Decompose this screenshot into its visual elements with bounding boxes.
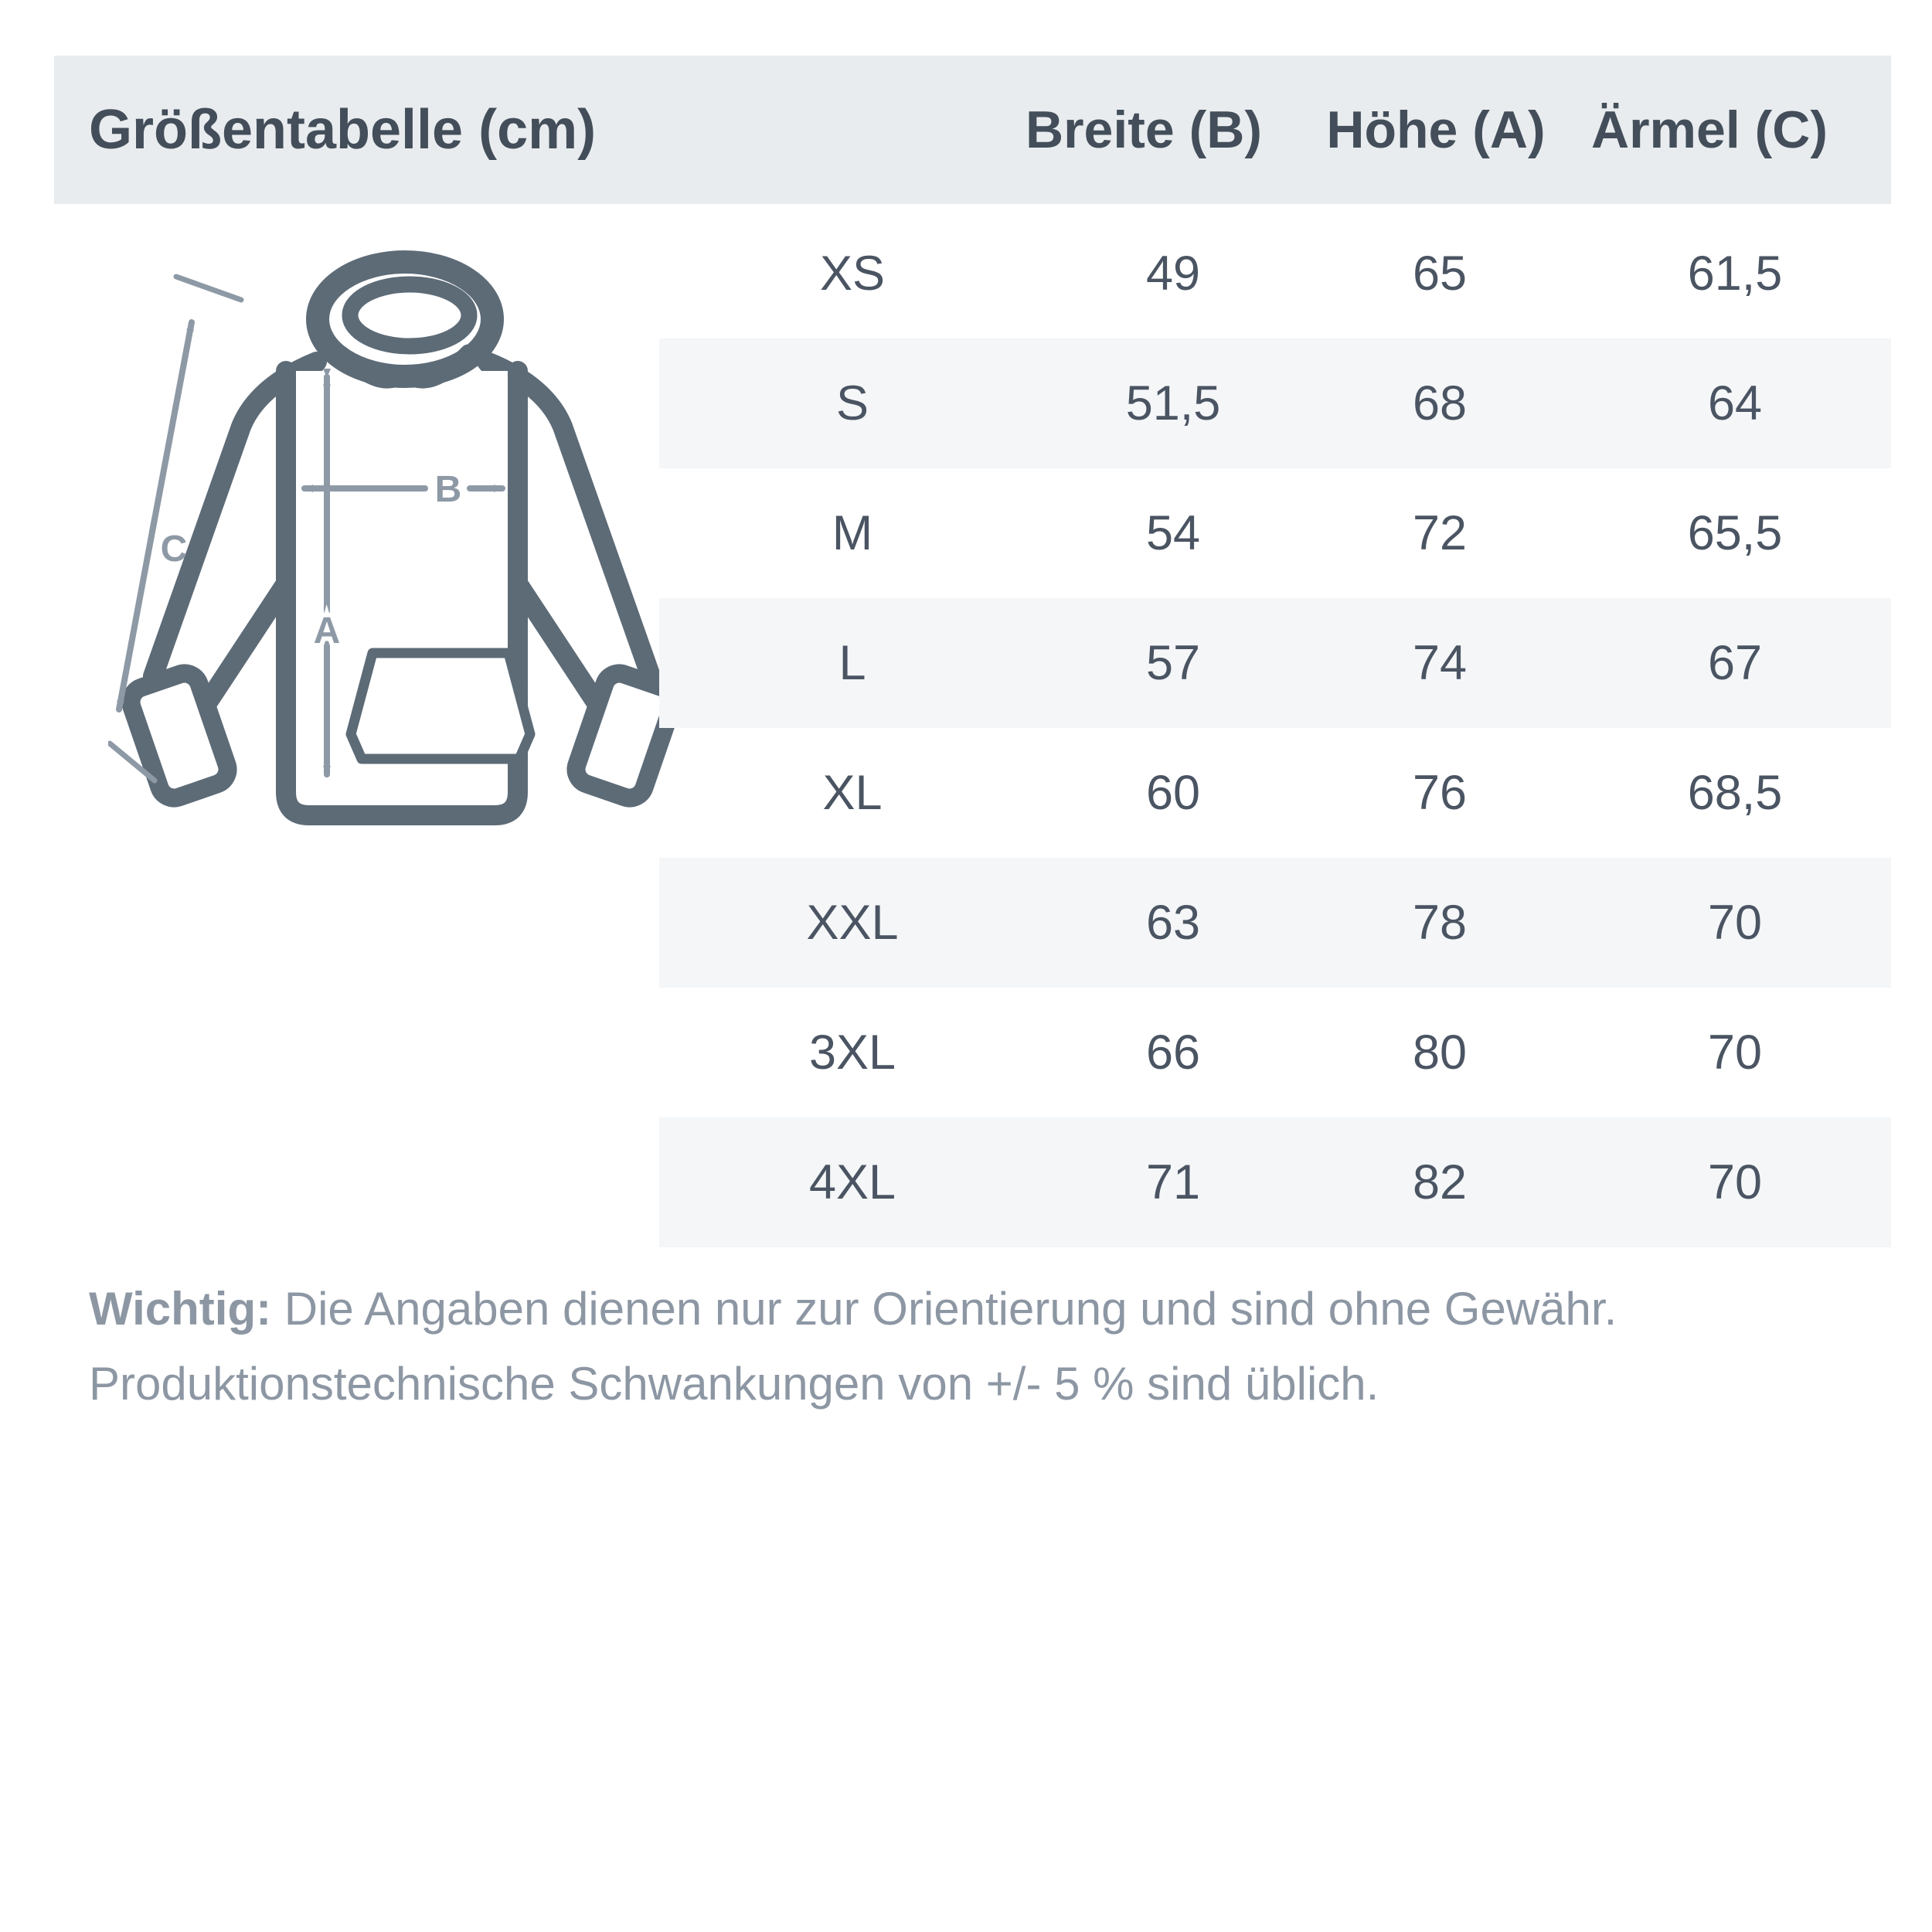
table-row-3xl xyxy=(659,988,1891,1117)
breite-value: 63 xyxy=(1145,896,1201,950)
hoehe-value: 74 xyxy=(1412,636,1468,690)
label-b: B xyxy=(434,469,462,510)
hoehe-value: 68 xyxy=(1412,376,1468,430)
kangaroo-pocket xyxy=(351,653,530,759)
aermel-value: 70 xyxy=(1707,1155,1763,1209)
hoehe-value: 65 xyxy=(1412,247,1468,301)
disclaimer-note xyxy=(89,1271,1859,1421)
page-title: Größentabelle (cm) xyxy=(89,99,597,161)
aermel-value: 70 xyxy=(1707,896,1763,950)
disclaimer-emphasis: Wichtig: xyxy=(89,1283,272,1335)
size-label: XS xyxy=(819,247,886,301)
size-label: L xyxy=(838,636,866,690)
label-c: C xyxy=(160,529,188,570)
size-label: S xyxy=(835,376,869,430)
column-header-breite: Breite (B) xyxy=(1025,100,1263,159)
hoehe-value: 72 xyxy=(1412,506,1468,560)
breite-value: 66 xyxy=(1145,1026,1201,1080)
size-label: M xyxy=(832,506,873,560)
table-row-xxl xyxy=(659,858,1891,988)
disclaimer-line1: Die Angaben dienen nur zur Orientierung und sind ohne Gewähr. xyxy=(271,1283,1617,1335)
aermel-value: 65,5 xyxy=(1687,506,1783,560)
breite-value: 51,5 xyxy=(1125,376,1221,430)
breite-value: 60 xyxy=(1145,766,1201,820)
breite-value: 54 xyxy=(1145,506,1201,560)
hoehe-value: 76 xyxy=(1412,766,1468,820)
size-label: XXL xyxy=(806,896,899,950)
size-label: 4XL xyxy=(808,1155,896,1209)
aermel-value: 67 xyxy=(1707,636,1763,690)
column-header-hoehe: Höhe (A) xyxy=(1326,100,1546,159)
breite-value: 49 xyxy=(1145,247,1201,301)
size-label: 3XL xyxy=(808,1026,896,1080)
aermel-value: 70 xyxy=(1707,1026,1763,1080)
table-row-s xyxy=(659,338,1891,468)
disclaimer-line2: Produktionstechnische Schwankungen von +/- 5 % sind üblich. xyxy=(89,1358,1379,1410)
table-row-xl xyxy=(659,728,1891,858)
breite-value: 57 xyxy=(1145,636,1201,690)
label-a: A xyxy=(313,611,341,651)
breite-value: 71 xyxy=(1145,1155,1201,1209)
aermel-value: 61,5 xyxy=(1687,247,1783,301)
aermel-value: 64 xyxy=(1707,376,1763,430)
aermel-value: 68,5 xyxy=(1687,766,1783,820)
table-row-4xl xyxy=(659,1117,1891,1247)
table-row-xs xyxy=(659,209,1891,338)
size-label: XL xyxy=(822,766,883,820)
table-row-l xyxy=(659,598,1891,728)
size-table xyxy=(659,209,1891,1247)
hoehe-value: 80 xyxy=(1412,1026,1468,1080)
hoehe-value: 78 xyxy=(1412,896,1468,950)
table-row-m xyxy=(659,468,1891,598)
hoehe-value: 82 xyxy=(1412,1155,1468,1209)
column-header-aermel: Ärmel (C) xyxy=(1590,100,1828,159)
hood xyxy=(318,262,492,380)
